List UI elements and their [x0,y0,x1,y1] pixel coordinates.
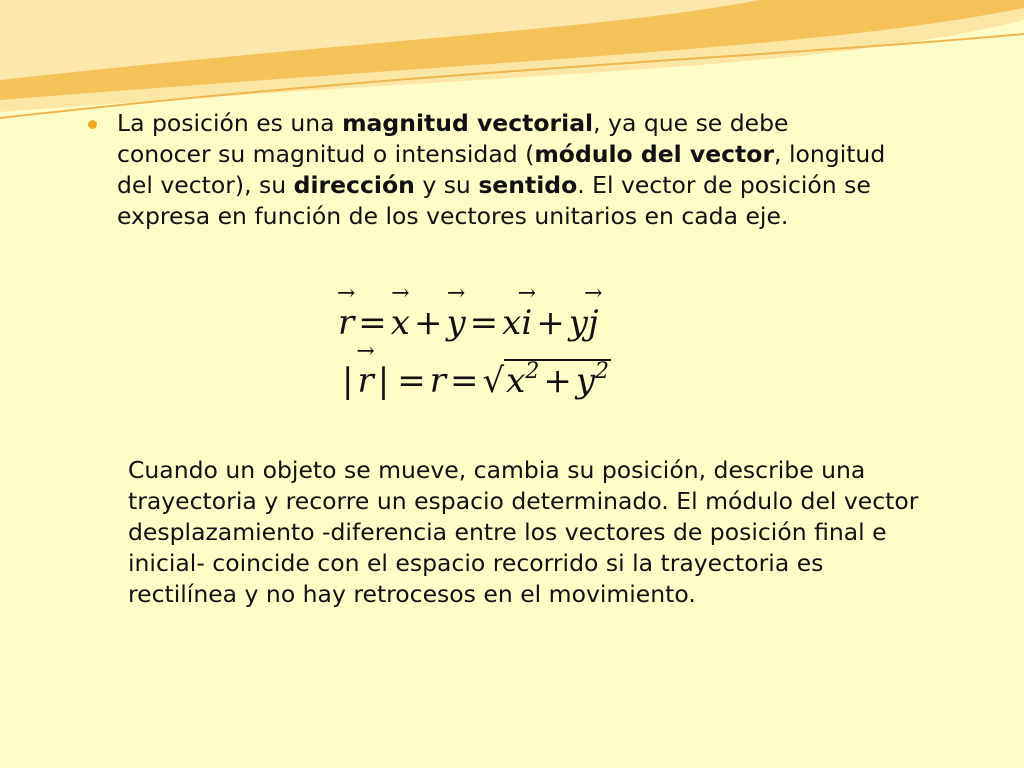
scalar-x: x [502,303,522,343]
vector-r: r → [338,303,354,343]
vector-y: y → [446,303,465,343]
text-segment: La posición es una [117,109,343,137]
top-swoosh-decoration [0,0,1024,125]
text-segment: y su [414,171,479,199]
vector-x: x → [391,303,410,343]
unit-vector-j: j → [588,303,599,343]
unit-vector-i: i → [521,303,532,343]
scalar-y: y [568,303,588,343]
sqrt-icon: √ [482,361,505,401]
bold-term: módulo del vector [534,140,775,168]
bullet-item-position [88,108,888,232]
bold-term: sentido [478,171,578,199]
scalar-r: r [429,361,446,401]
vector-r-abs: r → [357,361,373,401]
displacement-paragraph: Cuando un objeto se mueve, cambia su posición, describe una trayectoria y recorre un espacio determinado. El módulo del vector desplazamiento -diferencia entre los vectores de posición final e inicial- coincide con el espacio recorrido si la trayectoria es rectilínea y no hay retrocesos en el movimiento. [128,456,919,608]
bullet-dot-icon [88,120,97,129]
formula-line-magnitude: | r → | = $r = √x^2 + y^2$ [338,359,611,401]
text-segment: , longitud del vector), su [117,140,886,199]
bullet-text [117,108,888,232]
sqrt-radicand: $x^2 + y^2$ [506,359,610,401]
bold-term: dirección [293,171,415,199]
formula-line-vector-sum: r → = x → + y → = xi → + yj → [338,303,599,343]
text-segment: . El vector de posición se expresa en función de los vectores unitarios en cada eje. [117,171,871,230]
bold-term: magnitud vectorial [342,109,594,137]
text-segment: , ya que se debe conocer su magnitud o intensidad ( [117,109,789,168]
position-vector-formula [330,293,700,418]
